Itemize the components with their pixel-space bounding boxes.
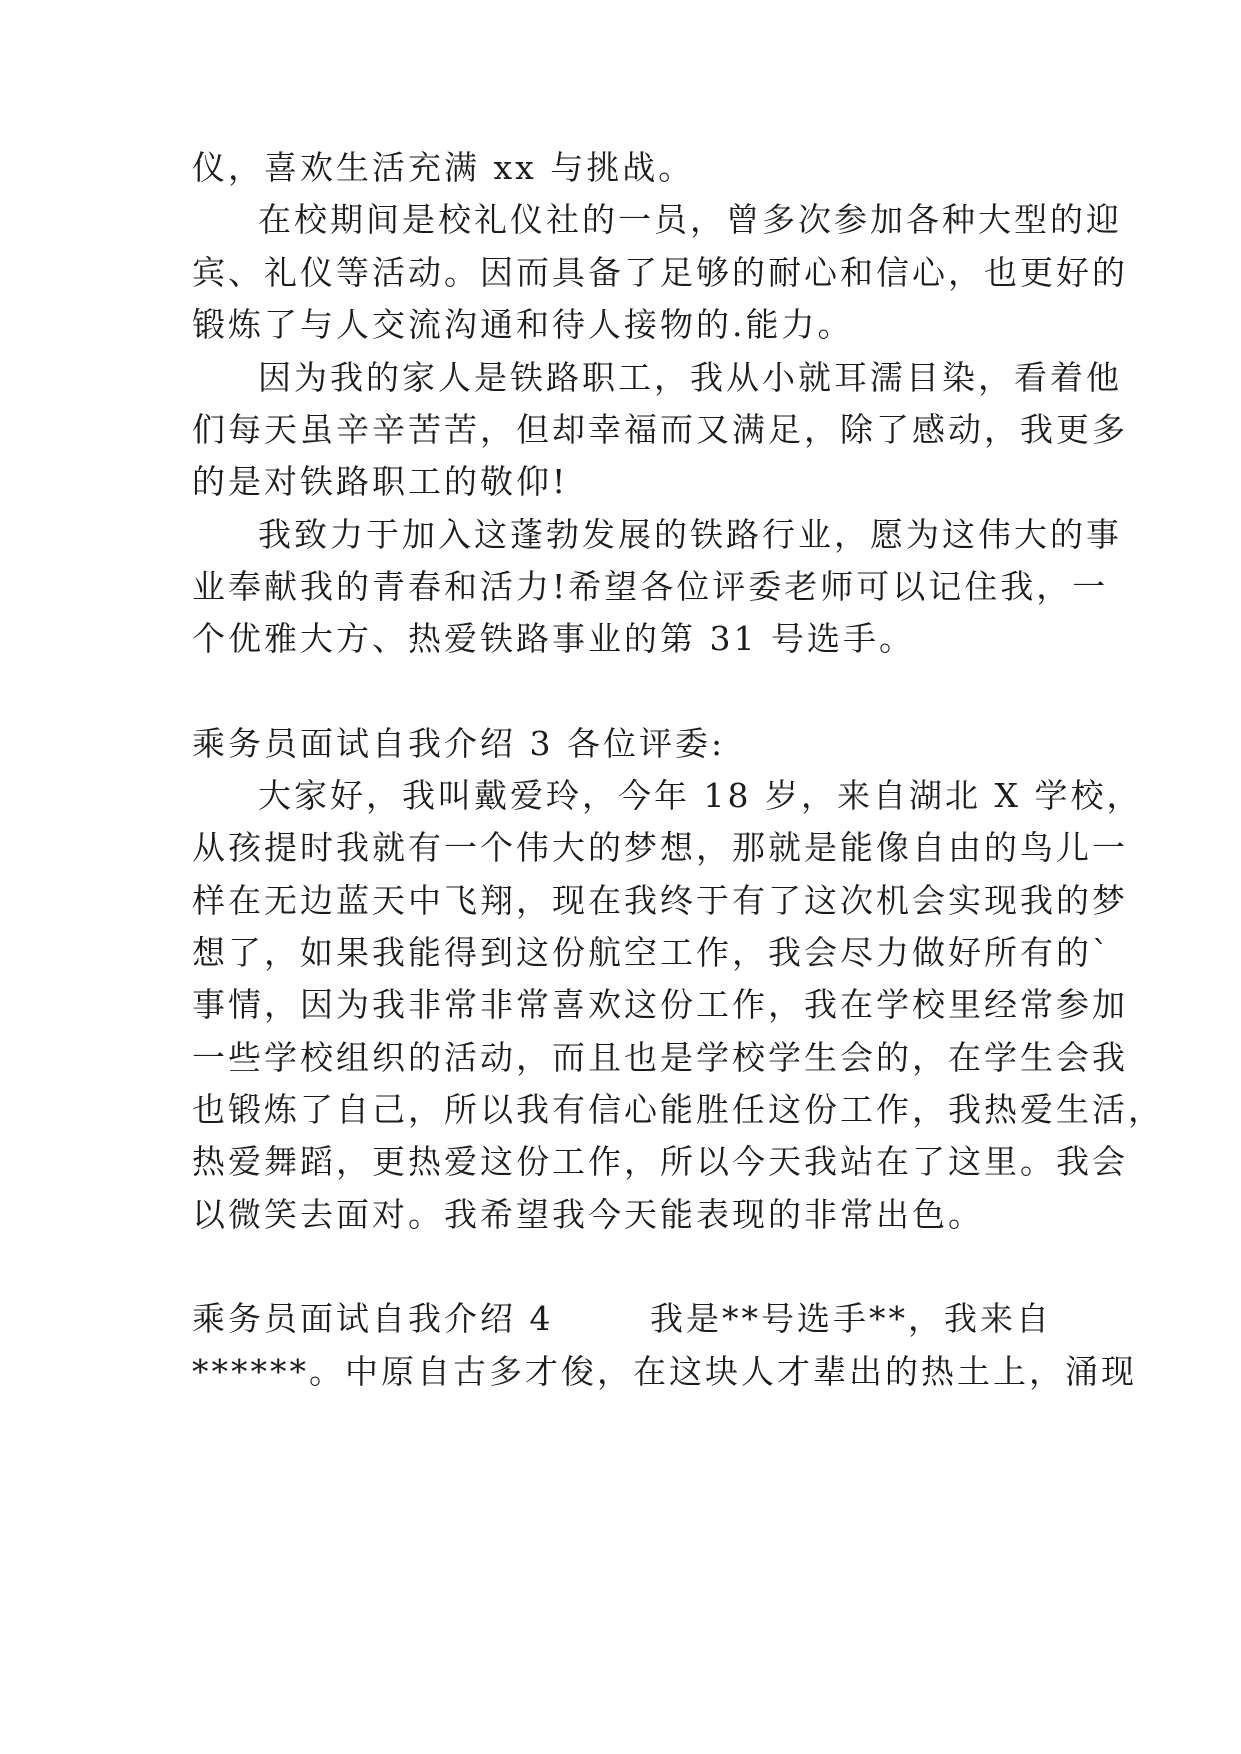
paragraph-line: 从孩提时我就有一个伟大的梦想，那就是能像自由的鸟儿一 (192, 828, 1128, 867)
section-heading-row (192, 1289, 1052, 1349)
paragraph-line: 以微笑去面对。我希望我今天能表现的非常出色。 (192, 1195, 984, 1234)
paragraph-line: 事情，因为我非常非常喜欢这份工作，我在学校里经常参加 (192, 985, 1128, 1024)
section-heading: 乘务员面试自我介绍 4 (192, 1299, 554, 1338)
paragraph-line: 仪，喜欢生活充满 xx 与挑战。 (192, 148, 695, 187)
paragraph-line: 样在无边蓝天中飞翔，现在我终于有了这次机会实现我的梦 (192, 881, 1128, 920)
paragraph-line: 锻炼了与人交流沟通和待人接物的.能力。 (192, 305, 854, 344)
section-heading: 乘务员面试自我介绍 3 各位评委: (192, 724, 726, 763)
paragraph-line: 的是对铁路职工的敬仰! (192, 462, 569, 501)
paragraph-line: 想了，如果我能得到这份航空工作，我会尽力做好所有的` (192, 933, 1112, 972)
paragraph-line: 一些学校组织的活动，而且也是学校学生会的，在学生会我 (192, 1038, 1128, 1077)
paragraph-line: 也锻炼了自己，所以我有信心能胜任这份工作，我热爱生活， (192, 1090, 1164, 1129)
paragraph-line: 因为我的家人是铁路职工，我从小就耳濡目染，看着他 (258, 358, 1122, 397)
paragraph-line: 大家好，我叫戴爱玲，今年 18 岁，来自湖北 X 学校， (258, 776, 1143, 815)
paragraph-line: 个优雅大方、热爱铁路事业的第 31 号选手。 (192, 619, 915, 658)
paragraph-line: 我致力于加入这蓬勃发展的铁路行业，愿为这伟大的事 (258, 515, 1122, 554)
paragraph-line: 在校期间是校礼仪社的一员，曾多次参加各种大型的迎 (258, 200, 1122, 239)
paragraph-line: ******。中原自古多才俊，在这块人才辈出的热土上，涌现 (192, 1352, 1137, 1391)
paragraph-line: 业奉献我的青春和活力!希望各位评委老师可以记住我，一 (192, 567, 1109, 606)
paragraph-line: 宾、礼仪等活动。因而具备了足够的耐心和信心，也更好的 (192, 253, 1128, 292)
paragraph-line: 们每天虽辛辛苦苦，但却幸福而又满足，除了感动，我更多 (192, 410, 1128, 449)
paragraph-line: 热爱舞蹈，更热爱这份工作，所以今天我站在了这里。我会 (192, 1142, 1128, 1181)
paragraph-line: 我是**号选手**，我来自 (650, 1299, 1052, 1338)
